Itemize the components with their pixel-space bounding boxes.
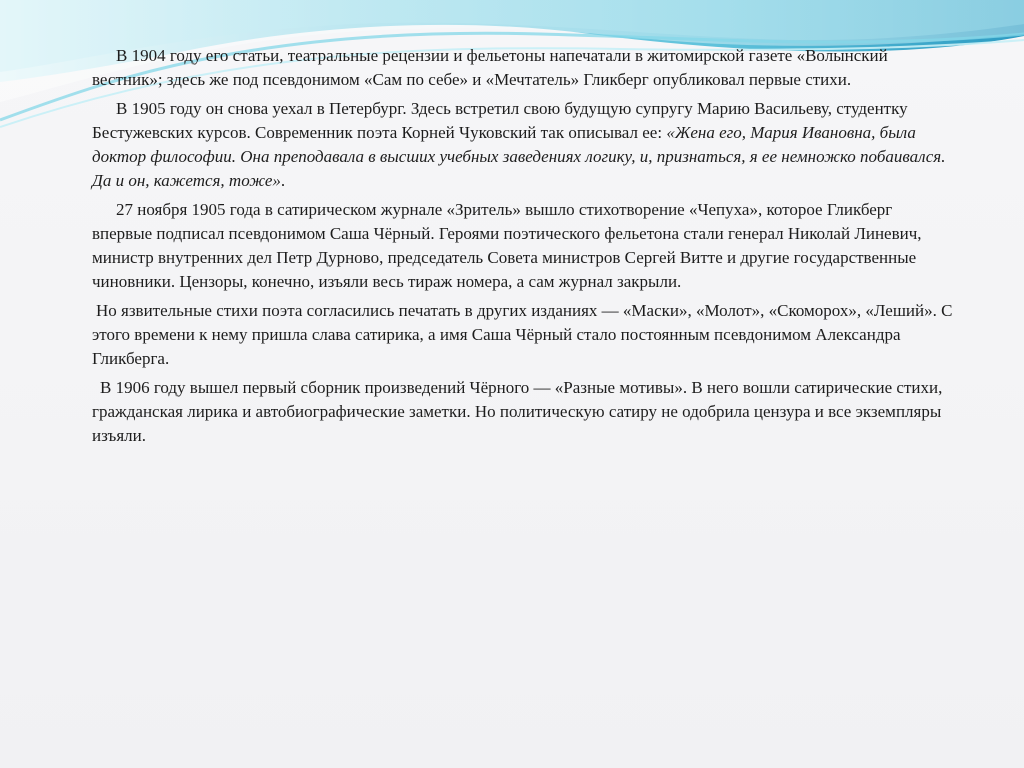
paragraph-2 — [92, 97, 954, 193]
paragraph-2-text-before: В 1905 году он снова уехал в Петербург. Здесь встретил свою будущую супругу Марию Васильеву, студентку Бестужевских курсов. Современник поэта Корней Чуковский так описывал ее: — [92, 99, 908, 142]
paragraph-2-quote: «Жена его, Мария Ивановна, была доктор философии. Она преподавала в высших учебных заведениях логику, и, признаться, я ее немножко побаивался. Да и он, кажется, тоже» — [92, 123, 946, 190]
paragraph-4 — [92, 299, 954, 371]
paragraph-4-text: Но язвительные стихи поэта согласились печатать в других изданиях — «Маски», «Молот», «Скоморох», «Леший». С этого времени к нему пришла слава сатирика, а имя Саша Чёрный стало постоянным псевдонимом Александра Гликберга. — [92, 301, 953, 368]
paragraph-5-text: В 1906 году вышел первый сборник произведений Чёрного — «Разные мотивы». В него вошли сатирические стихи, гражданская лирика и автобиографические заметки. Но политическую сатиру не одобрила цензура и все экземпляры изъяли. — [92, 378, 943, 445]
paragraph-3-text: 27 ноября 1905 года в сатирическом журнале «Зритель» вышло стихотворение «Чепуха», которое Гликберг впервые подписал псевдонимом Саша Чёрный. Героями поэтического фельетона стали генерал Николай Линевич, министр внутренних дел Петр Дурново, председатель Совета министров Сергей Витте и другие государственные чиновники. Цензоры, конечно, изъяли весь тираж номера, а сам журнал закрыли. — [92, 200, 922, 291]
paragraph-3 — [92, 198, 954, 294]
paragraph-1 — [92, 44, 954, 92]
paragraph-1-text: В 1904 году его статьи, театральные рецензии и фельетоны напечатали в житомирской газете «Волынский вестник»; здесь же под псевдонимом «Сам по себе» и «Мечтатель» Гликберг опубликовал первые стихи. — [92, 46, 888, 89]
paragraph-2-text-after: . — [280, 171, 286, 190]
paragraph-5 — [92, 376, 954, 448]
slide-body — [92, 44, 954, 453]
